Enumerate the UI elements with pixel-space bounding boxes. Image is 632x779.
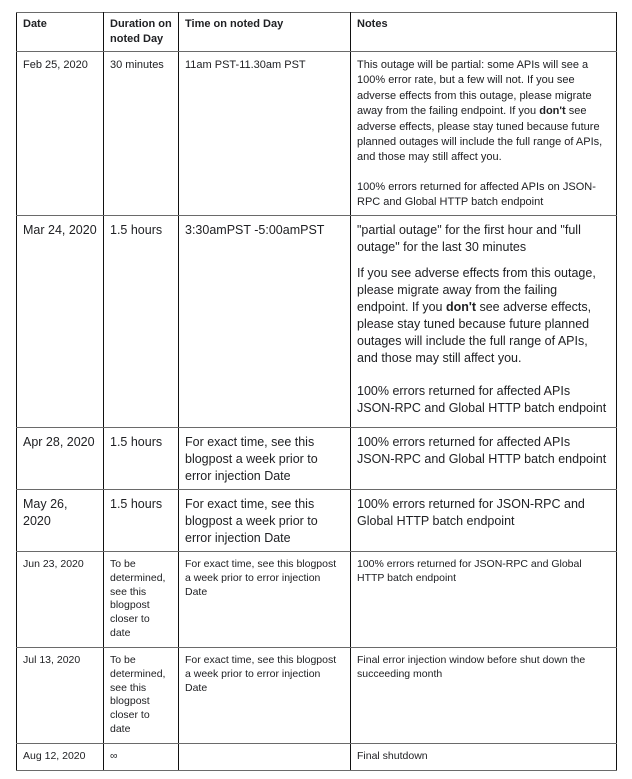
cell-duration: ∞ (104, 744, 179, 771)
header-time: Time on noted Day (179, 13, 351, 52)
cell-duration: 30 minutes (104, 52, 179, 216)
table-row (17, 744, 617, 771)
cell-date: Jun 23, 2020 (17, 552, 104, 648)
cell-time (179, 744, 351, 771)
table-row (17, 648, 617, 744)
header-date: Date (17, 13, 104, 52)
table-row (17, 428, 617, 490)
note-paragraph: 100% errors returned for JSON-RPC and Global HTTP batch endpoint (357, 558, 582, 584)
cell-duration: To be determined, see this blogpost closer to date (104, 648, 179, 744)
table-row (17, 552, 617, 648)
cell-notes (351, 52, 617, 216)
note-paragraph (357, 265, 610, 367)
table-row (17, 216, 617, 428)
note-paragraph: "partial outage" for the first hour and "full outage" for the last 30 minutes (357, 223, 581, 254)
note-emphasis: don't (445, 300, 476, 314)
note-paragraph: Final error injection window before shut down the succeeding month (357, 654, 586, 680)
cell-notes (351, 648, 617, 744)
cell-time: For exact time, see this blogpost a week prior to error injection Date (179, 428, 351, 490)
cell-duration: 1.5 hours (104, 428, 179, 490)
cell-duration: 1.5 hours (104, 490, 179, 552)
cell-date: Feb 25, 2020 (17, 52, 104, 216)
cell-notes (351, 428, 617, 490)
note-paragraph: 100% errors returned for affected APIs on JSON-RPC and Global HTTP batch endpoint (357, 180, 596, 209)
note-paragraph: 100% errors returned for affected APIs JSON-RPC and Global HTTP batch endpoint (357, 435, 607, 466)
note-emphasis: don't (539, 105, 566, 118)
note-paragraph: 100% errors returned for affected APIs JSON-RPC and Global HTTP batch endpoint (357, 384, 607, 415)
cell-notes (351, 552, 617, 648)
note-text: see adverse effects, please stay tuned because future planned outages will include the full range of APIs, and those may still affect you. (357, 300, 592, 365)
cell-date: May 26, 2020 (17, 490, 104, 552)
cell-notes (351, 744, 617, 771)
cell-duration: 1.5 hours (104, 216, 179, 428)
header-duration: Duration on noted Day (104, 13, 179, 52)
cell-time: For exact time, see this blogpost a week prior to error injection Date (179, 648, 351, 744)
cell-time: For exact time, see this blogpost a week prior to error injection Date (179, 552, 351, 648)
cell-date: Apr 28, 2020 (17, 428, 104, 490)
table-row (17, 52, 617, 216)
note-paragraph (357, 58, 610, 166)
cell-time: 3:30amPST -5:00amPST (179, 216, 351, 428)
table-header-row (17, 13, 617, 52)
cell-time: For exact time, see this blogpost a week prior to error injection Date (179, 490, 351, 552)
note-text: If you see adverse effects from this outage, please migrate away from the failing endpoint. If you (357, 266, 596, 314)
cell-time: 11am PST-11.30am PST (179, 52, 351, 216)
note-paragraph: 100% errors returned for JSON-RPC and Global HTTP batch endpoint (357, 497, 585, 528)
cell-date: Jul 13, 2020 (17, 648, 104, 744)
header-notes: Notes (351, 13, 617, 52)
note-text: see adverse effects, please stay tuned because future planned outages will include the full range of APIs, and those may still affect you. (357, 105, 603, 164)
outage-schedule-table (16, 12, 617, 771)
note-paragraph: Final shutdown (357, 750, 428, 762)
cell-date: Mar 24, 2020 (17, 216, 104, 428)
note-text: This outage will be partial: some APIs will see a 100% error rate, but a few will not. If you see adverse effects from this outage, please migrate away from the failing endpoint. If you (357, 59, 592, 118)
table-row (17, 490, 617, 552)
cell-duration: To be determined, see this blogpost closer to date (104, 552, 179, 648)
cell-date: Aug 12, 2020 (17, 744, 104, 771)
cell-notes (351, 490, 617, 552)
cell-notes (351, 216, 617, 428)
